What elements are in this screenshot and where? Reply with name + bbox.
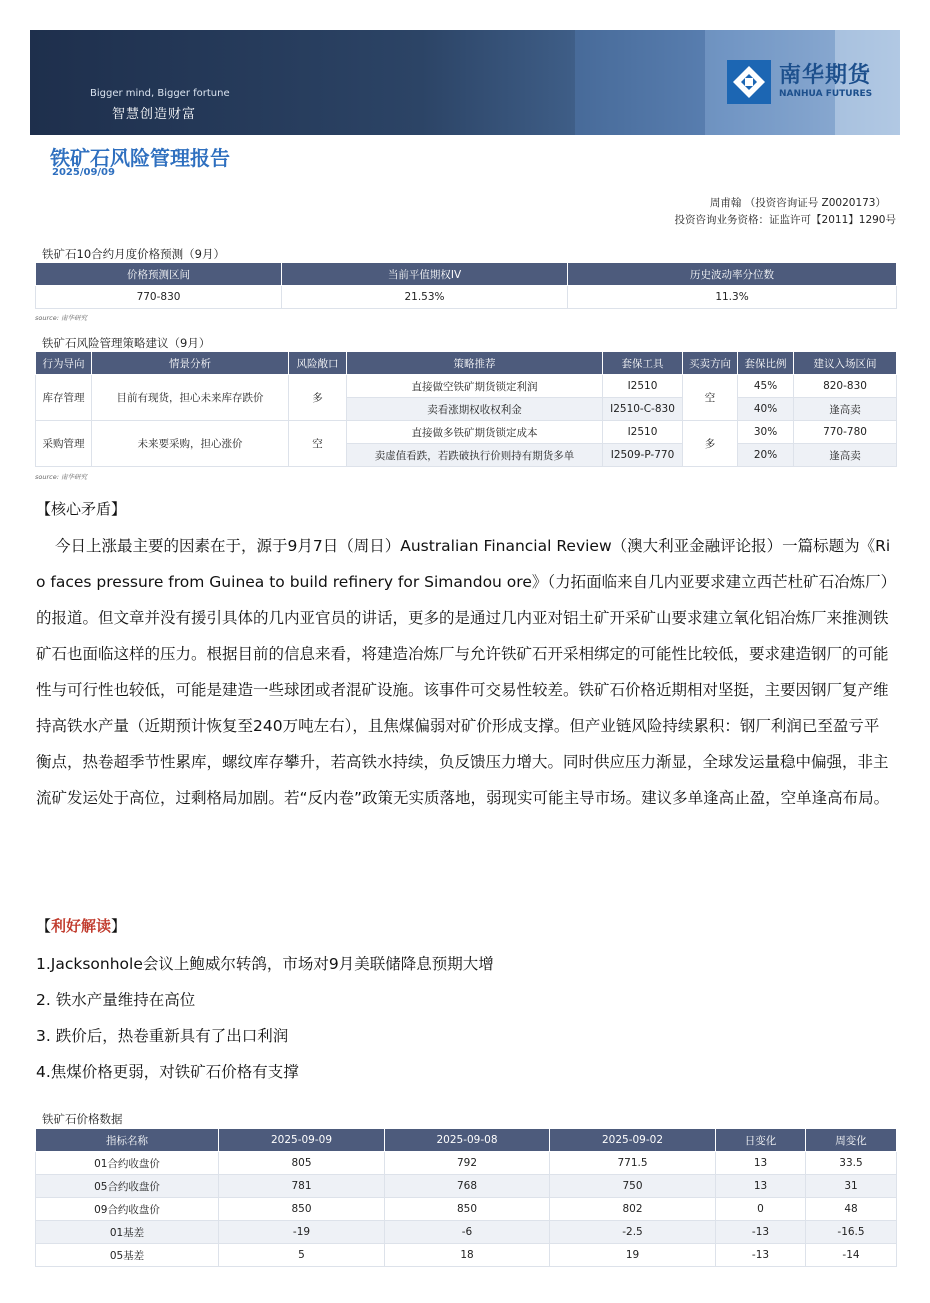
table3-header: 2025-09-08	[385, 1129, 550, 1152]
ratio-cell: 40%	[738, 398, 794, 421]
table2-source: source: 南华研究	[35, 473, 87, 481]
table-row	[36, 1244, 897, 1267]
table2-header: 套保比例	[738, 352, 794, 375]
table3-cell: -13	[716, 1221, 806, 1244]
good-point: 2. 铁水产量维持在高位	[36, 991, 196, 1009]
slogan-chinese: 智慧创造财富	[112, 107, 197, 122]
table3-cell: 31	[806, 1175, 897, 1198]
table3-header: 指标名称	[36, 1129, 219, 1152]
table3-cell: 768	[385, 1175, 550, 1198]
ratio-cell: 20%	[738, 444, 794, 467]
table3-cell: -6	[385, 1221, 550, 1244]
table1-cell: 770-830	[36, 286, 282, 309]
table3-cell: 18	[385, 1244, 550, 1267]
direction-cell: 空	[683, 375, 738, 421]
table3-cell: 05基差	[36, 1244, 219, 1267]
table1-header: 当前平值期权IV	[282, 263, 568, 286]
table3-cell: 805	[219, 1152, 385, 1175]
table3-cell: 792	[385, 1152, 550, 1175]
good-heading	[36, 915, 126, 936]
tool-cell: I2510-C-830	[603, 398, 683, 421]
exposure-cell: 空	[289, 421, 347, 467]
table3-cell: -14	[806, 1244, 897, 1267]
table3-caption: 铁矿石价格数据	[42, 1112, 123, 1126]
table3-cell: 13	[716, 1152, 806, 1175]
bracket: 】	[111, 917, 127, 935]
good-heading-text: 利好解读	[51, 917, 112, 935]
table3-cell: 05合约收盘价	[36, 1175, 219, 1198]
table3-cell: 01合约收盘价	[36, 1152, 219, 1175]
behavior-cell: 库存管理	[36, 375, 92, 421]
table2-header: 情景分析	[92, 352, 289, 375]
good-point: 3. 跌价后，热卷重新具有了出口利润	[36, 1027, 289, 1045]
table3-cell: 09合约收盘价	[36, 1198, 219, 1221]
ratio-cell: 45%	[738, 375, 794, 398]
table2-header: 建议入场区间	[794, 352, 897, 375]
table3-cell: 48	[806, 1198, 897, 1221]
strategy-cell: 卖看涨期权收权利金	[347, 398, 603, 421]
table3-cell: 5	[219, 1244, 385, 1267]
table1-cell: 21.53%	[282, 286, 568, 309]
table3-cell: -13	[716, 1244, 806, 1267]
table3-cell: 850	[385, 1198, 550, 1221]
core-heading: 【核心矛盾】	[36, 500, 127, 518]
report-title: 铁矿石风险管理报告	[50, 146, 230, 170]
table3-header: 2025-09-02	[550, 1129, 716, 1152]
tool-cell: I2510	[603, 421, 683, 444]
strategy-cell: 卖虚值看跌，若跌破执行价则持有期货多单	[347, 444, 603, 467]
table3-header: 2025-09-09	[219, 1129, 385, 1152]
table1-source: source: 南华研究	[35, 314, 87, 322]
tool-cell: I2509-P-770	[603, 444, 683, 467]
bracket: 【	[36, 917, 52, 935]
table3-cell: -19	[219, 1221, 385, 1244]
scenario-cell: 未来要采购，担心涨价	[92, 421, 289, 467]
price-forecast-table	[35, 262, 897, 309]
good-point: 1.Jacksonhole会议上鲍威尔转鸽，市场对9月美联储降息预期大增	[36, 955, 494, 973]
table2-header: 套保工具	[603, 352, 683, 375]
tool-cell: I2510	[603, 375, 683, 398]
ratio-cell: 30%	[738, 421, 794, 444]
table-row	[36, 1198, 897, 1221]
slogan-english: Bigger mind, Bigger fortune	[90, 88, 230, 99]
banner-block	[575, 30, 705, 135]
table2-caption: 铁矿石风险管理策略建议（9月）	[42, 336, 211, 350]
strategy-table	[35, 351, 897, 467]
table1-header: 价格预测区间	[36, 263, 282, 286]
entry-cell: 820-830	[794, 375, 897, 398]
nanhua-logo-icon	[727, 60, 771, 104]
table3-header: 日变化	[716, 1129, 806, 1152]
header-banner	[30, 30, 900, 135]
table3-cell: 750	[550, 1175, 716, 1198]
scenario-cell: 目前有现货，担心未来库存跌价	[92, 375, 289, 421]
logo-chinese-name: 南华期货	[779, 63, 872, 88]
table-row	[36, 1152, 897, 1175]
behavior-cell: 采购管理	[36, 421, 92, 467]
report-date: 2025/09/09	[52, 167, 115, 178]
price-data-table	[35, 1128, 897, 1267]
table2-header: 买卖方向	[683, 352, 738, 375]
table3-cell: 0	[716, 1198, 806, 1221]
exposure-cell: 多	[289, 375, 347, 421]
table3-cell: 771.5	[550, 1152, 716, 1175]
logo-english-name: NANHUA FUTURES	[779, 89, 873, 99]
license-line: 投资咨询业务资格：证监许可【2011】1290号	[674, 214, 896, 226]
table1-header: 历史波动率分位数	[568, 263, 897, 286]
good-point: 4.焦煤价格更弱，对铁矿石价格有支撑	[36, 1063, 299, 1081]
table3-cell: 850	[219, 1198, 385, 1221]
table2-header: 策略推荐	[347, 352, 603, 375]
strategy-cell: 直接做空铁矿期货锁定利润	[347, 375, 603, 398]
entry-cell: 770-780	[794, 421, 897, 444]
table-row	[36, 1221, 897, 1244]
entry-cell: 逢高卖	[794, 444, 897, 467]
table3-cell: 33.5	[806, 1152, 897, 1175]
table3-cell: 13	[716, 1175, 806, 1198]
direction-cell: 多	[683, 421, 738, 467]
company-logo	[727, 60, 872, 104]
table3-cell: 802	[550, 1198, 716, 1221]
table3-cell: 781	[219, 1175, 385, 1198]
table1-cell: 11.3%	[568, 286, 897, 309]
table3-cell: 19	[550, 1244, 716, 1267]
table1-caption: 铁矿石10合约月度价格预测（9月）	[42, 247, 225, 261]
table3-cell: -16.5	[806, 1221, 897, 1244]
table2-header: 风险敞口	[289, 352, 347, 375]
table-row	[36, 1175, 897, 1198]
table3-cell: 01基差	[36, 1221, 219, 1244]
core-paragraph: 今日上涨最主要的因素在于，源于9月7日（周日）Australian Financial Review（澳大利亚金融评论报）一篇标题为《Rio faces pressure from Guinea to build refinery for Simandou ore》（力拓面临来自几内亚要求建立西芒杜矿石冶炼厂）的报道。但文章并没有援引具体的几内亚官员的讲话，更多的是通过几内亚对铝土矿开采矿山要求建立氧化铝冶炼厂来推测铁矿石也面临这样的压力。根据目前的信息来看，将建造冶炼厂与允许铁矿石开采相绑定的可能性比较低，要求建造钢厂的可能性与可行性也较低，可能是建造一些球团或者混矿设施。该事件可交易性较差。铁矿石价格近期相对坚挺，主要因钢厂复产维持高铁水产量（近期预计恢复至240万吨左右），且焦煤偏弱对矿价形成支撑。但产业链风险持续累积：钢厂利润已至盈亏平衡点，热卷超季节性累库，螺纹库存攀升，若高铁水持续，负反馈压力增大。同时供应压力渐显，全球发运量稳中偏强，非主流矿发运处于高位，过剩格局加剧。若“反内卷”政策无实质落地，弱现实可能主导市场。建议多单逢高止盈，空单逢高布局。	[36, 537, 891, 807]
entry-cell: 逢高卖	[794, 398, 897, 421]
strategy-cell: 直接做多铁矿期货锁定成本	[347, 421, 603, 444]
table2-header: 行为导向	[36, 352, 92, 375]
author-line: 周甫翰 （投资咨询证号 Z0020173）	[709, 197, 886, 209]
table3-header: 周变化	[806, 1129, 897, 1152]
table3-cell: -2.5	[550, 1221, 716, 1244]
